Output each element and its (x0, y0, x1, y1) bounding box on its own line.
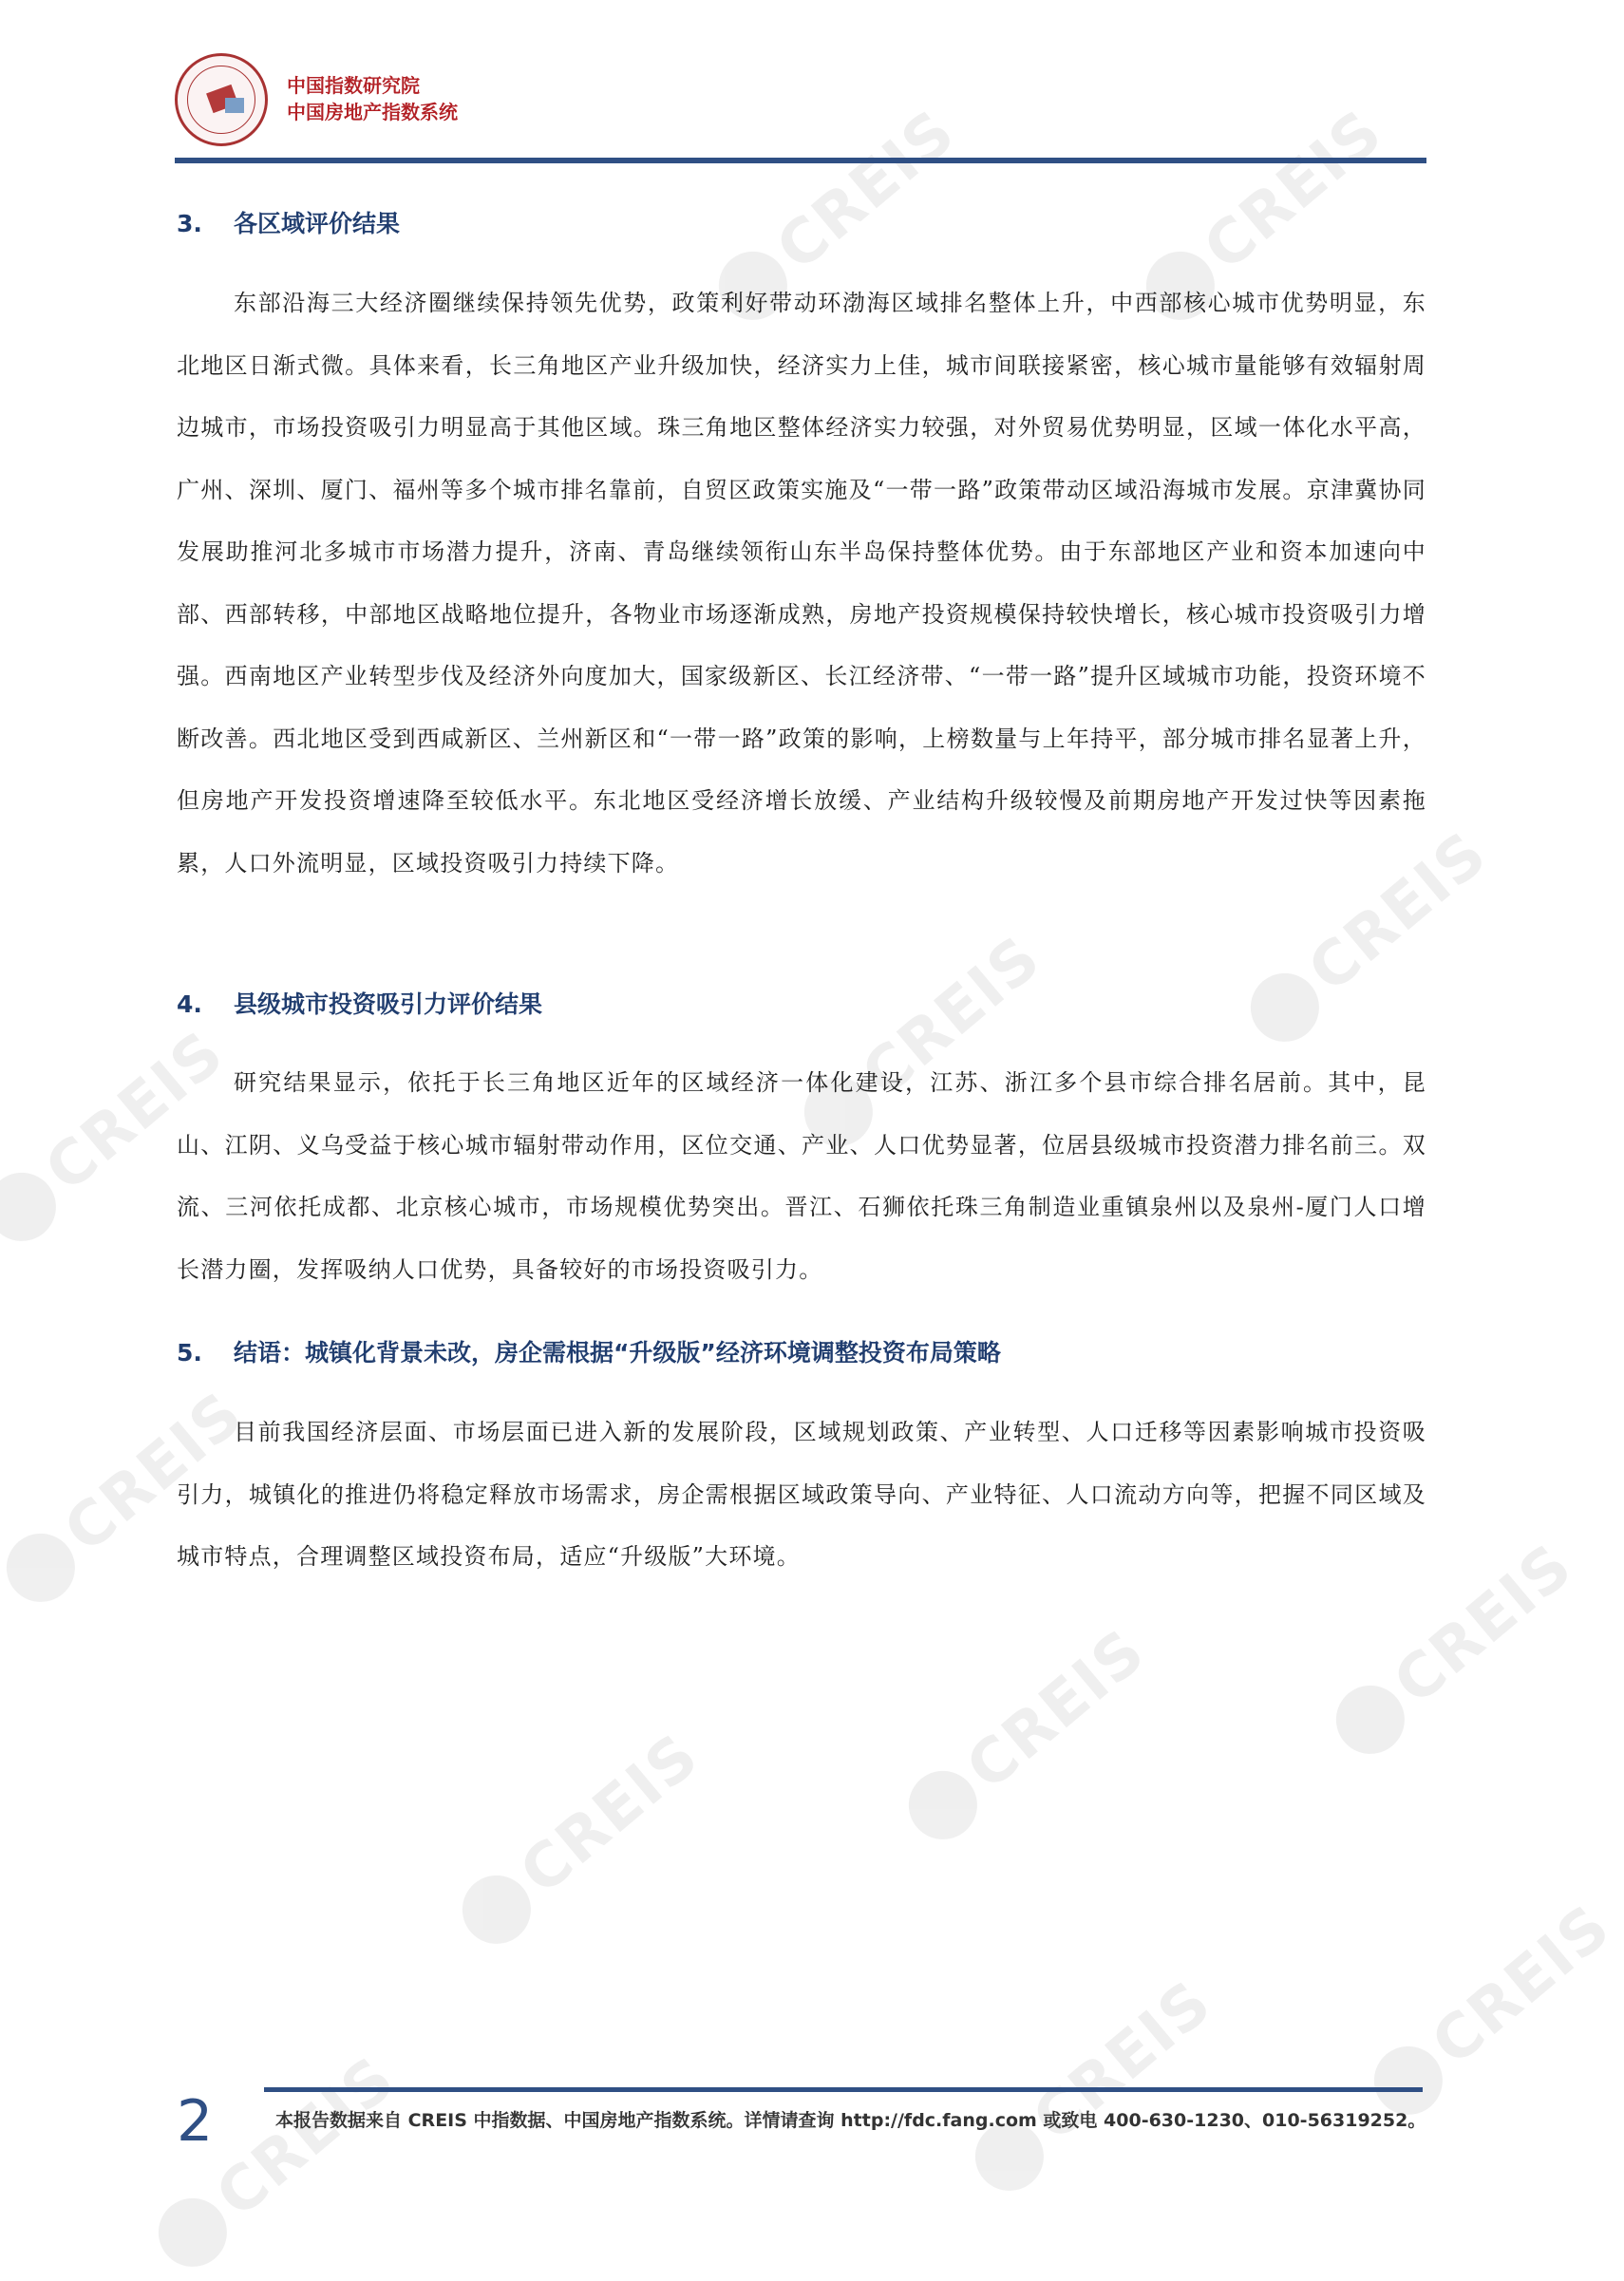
page-header (175, 53, 1426, 165)
section-title: 结语：城镇化背景未改，房企需根据“升级版”经济环境调整投资布局策略 (234, 1339, 1001, 1367)
footer-divider (264, 2087, 1423, 2092)
watermark: CREIS (0, 1379, 256, 1617)
section-body-4: 研究结果显示，依托于长三角地区近年的区域经济一体化建设，江苏、浙江多个县市综合排名居前。其中，昆山、江阴、义乌受益于核心城市辐射带动作用，区位交通、产业、人口优势显著，位居县级城市投资潜力排名前三。双流、三河依托成都、北京核心城市，市场规模优势突出。晋江、石狮依托珠三角制造业重镇泉州以及泉州-厦门人口增长潜力圈，发挥吸纳人口优势，具备较好的市场投资吸引力。 (177, 1069, 1426, 1283)
org-names (287, 72, 458, 125)
org-name-secondary: 中国房地产指数系统 (287, 101, 458, 123)
watermark-logo-icon (0, 1159, 70, 1254)
watermark-logo-icon (895, 1757, 991, 1853)
section-number: 4. (177, 990, 202, 1018)
watermark-logo-icon (144, 2184, 240, 2280)
watermark-logo-icon (0, 1519, 89, 1615)
section-title: 县级城市投资吸引力评价结果 (234, 990, 543, 1018)
section-number: 5. (177, 1339, 202, 1367)
section-number: 3. (177, 210, 202, 237)
logo-mark-icon (225, 98, 244, 113)
header-divider (175, 158, 1426, 163)
watermark-logo-icon (1322, 1671, 1418, 1767)
watermark: CREIS (961, 1968, 1226, 2206)
watermark: CREIS (1322, 1531, 1587, 1769)
watermark: CREIS (790, 923, 1055, 1161)
section-title: 各区域评价结果 (234, 210, 401, 237)
section-body-3: 东部沿海三大经济圈继续保持领先优势，政策利好带动环渤海区域排名整体上升，中西部核心城市优势明显，东北地区日渐式微。具体来看，长三角地区产业升级加快，经济实力上佳，城市间联接紧密，核心城市量能够有效辐射周边城市，市场投资吸引力明显高于其他区域。珠三角地区整体经济实力较强，对外贸易优势明显，区域一体化水平高，广州、深圳、厦门、福州等多个城市排名靠前，自贸区政策实施及“一带一路”政策带动区域沿海城市发展。京津冀协同发展助推河北多城市市场潜力提升，济南、青岛继续领衔山东半岛保持整体优势。由于东部地区产业和资本加速向中部、西部转移，中部地区战略地位提升，各物业市场逐渐成熟，房地产投资规模保持较快增长，核心城市投资吸引力增强。西南地区产业转型步伐及经济外向度加大，国家级新区、长江经济带、“一带一路”提升区域城市功能，投资环境不断改善。西北地区受到西咸新区、兰州新区和“一带一路”政策的影响，上榜数量与上年持平，部分城市排名显著上升，但房地产开发投资增速降至较低水平。东北地区受经济增长放缓、产业结构升级较慢及前期房地产开发过快等因素拖累，人口外流明显，区域投资吸引力持续下降。 (177, 290, 1426, 877)
watermark-logo-icon (1237, 959, 1332, 1055)
section-heading-3 (177, 205, 400, 239)
watermark: CREIS (1360, 1892, 1624, 2130)
section-body-5: 目前我国经济层面、市场层面已进入新的发展阶段，区域规划政策、产业转型、人口迁移等因素影响城市投资吸引力，城镇化的推进仍将稳定释放市场需求，房企需根据区域政策导向、产业特征、人口流动方向等，把握不同区域及城市特点，合理调整区域投资布局，适应“升级版”大环境。 (177, 1419, 1426, 1570)
footer-note: 本报告数据来自 CREIS 中指数据、中国房地产指数系统。详情请查询 http://fdc.fang.com 或致电 400-630-1230、010-56319252。 (275, 2110, 1426, 2131)
watermark: CREIS (895, 1616, 1160, 1855)
watermark: CREIS (1132, 97, 1397, 335)
academy-logo (175, 53, 268, 146)
org-name-primary: 中国指数研究院 (287, 74, 420, 97)
watermark: CREIS (144, 2044, 409, 2281)
watermark: CREIS (1237, 819, 1501, 1057)
page-number: 2 (177, 2088, 214, 2155)
section-heading-5 (177, 1334, 1001, 1368)
watermark: CREIS (705, 97, 970, 335)
watermark: CREIS (0, 1018, 237, 1256)
watermark: CREIS (448, 1721, 713, 1959)
section-heading-4 (177, 986, 542, 1020)
watermark-logo-icon (448, 1861, 544, 1957)
